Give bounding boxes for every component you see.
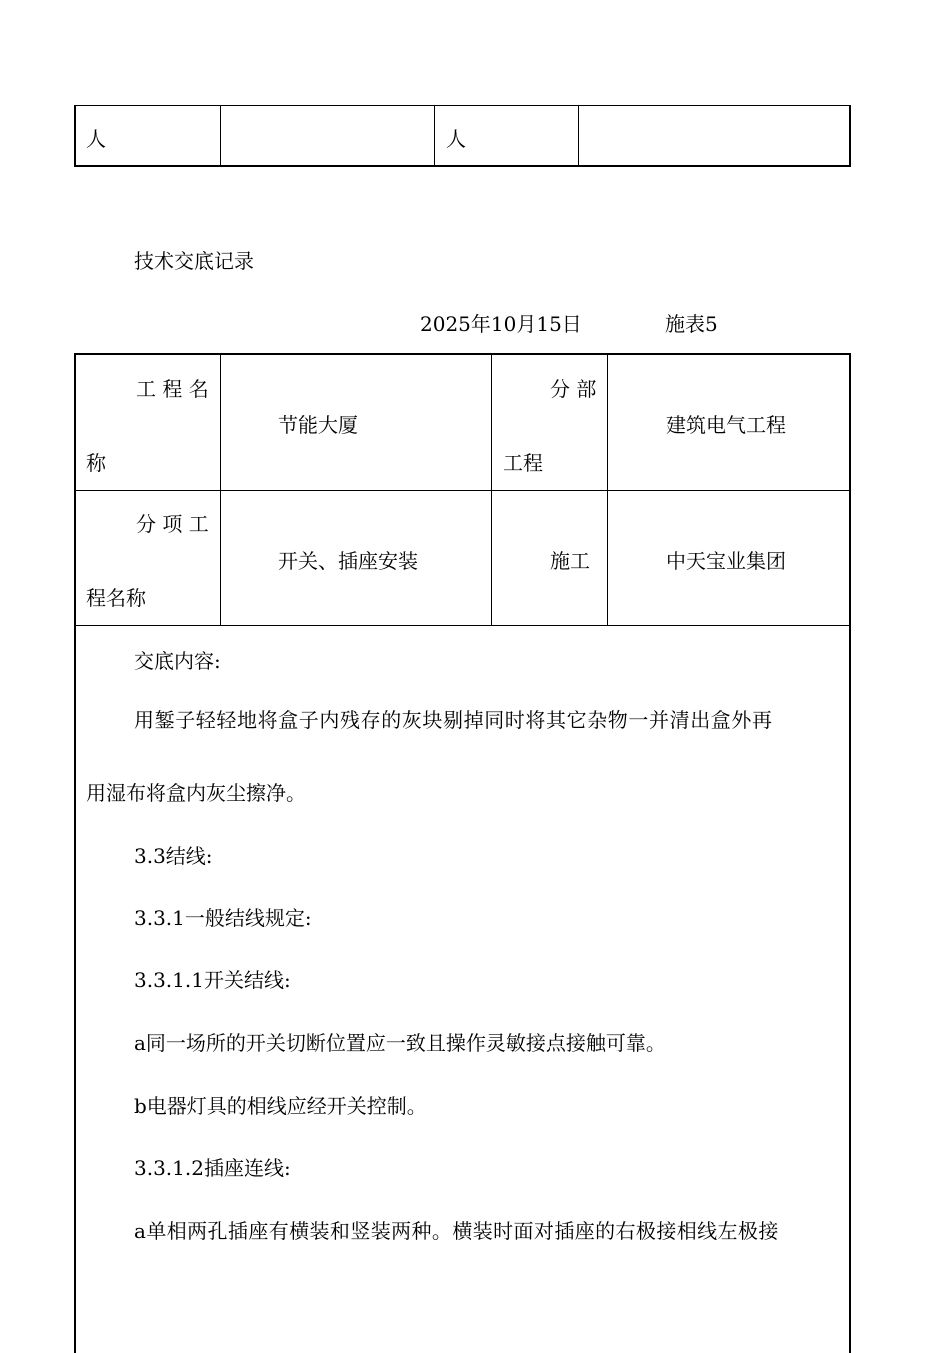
disclosure-table <box>74 353 851 1353</box>
division-label: 分 部 <box>550 377 597 401</box>
form-number: 施表5 <box>665 312 718 336</box>
top-table <box>74 105 851 167</box>
socket-rule-a: a单相两孔插座有横装和竖装两种。横装时面对插座的右极接相线左极接 <box>134 1219 779 1243</box>
row-divider <box>76 490 849 491</box>
top-cell-3: 人 <box>446 127 466 151</box>
section-3-3: 3.3结线: <box>134 844 213 868</box>
subitem-label: 分 项 工 <box>136 512 209 536</box>
project-name-label-cont: 称 <box>86 451 106 475</box>
subitem-value: 开关、插座安装 <box>278 549 418 573</box>
section-3-3-1-2: 3.3.1.2插座连线: <box>134 1156 291 1180</box>
content-heading: 交底内容: <box>134 649 221 673</box>
subitem-label-cont: 程名称 <box>86 586 146 610</box>
contractor-value: 中天宝业集团 <box>666 549 786 573</box>
top-cell-1: 人 <box>86 127 106 151</box>
division-label-cont: 工程 <box>503 451 543 475</box>
switch-rule-a: a同一场所的开关切断位置应一致且操作灵敏接点接触可靠。 <box>134 1031 666 1055</box>
switch-rule-b: b电器灯具的相线应经开关控制。 <box>134 1094 427 1118</box>
project-name-value: 节能大厦 <box>278 413 358 437</box>
content-paragraph-line1: 用錾子轻轻地将盒子内残存的灰块剔掉同时将其它杂物一并清出盒外再 <box>134 708 773 732</box>
top-table-divider <box>578 106 579 165</box>
division-value: 建筑电气工程 <box>666 413 786 437</box>
top-table-divider <box>434 106 435 165</box>
top-table-divider <box>220 106 221 165</box>
col-divider <box>491 355 492 625</box>
document-date: 2025年10月15日 <box>420 312 582 336</box>
contractor-label: 施工 <box>550 549 590 573</box>
section-3-3-1-1: 3.3.1.1开关结线: <box>134 968 291 992</box>
col-divider <box>220 355 221 625</box>
col-divider <box>607 355 608 625</box>
document-title: 技术交底记录 <box>134 249 254 273</box>
row-divider <box>76 625 849 626</box>
section-3-3-1: 3.3.1一般结线规定: <box>134 906 312 930</box>
project-name-label: 工 程 名 <box>136 377 209 401</box>
content-paragraph-line2: 用湿布将盒内灰尘擦净。 <box>86 781 306 805</box>
